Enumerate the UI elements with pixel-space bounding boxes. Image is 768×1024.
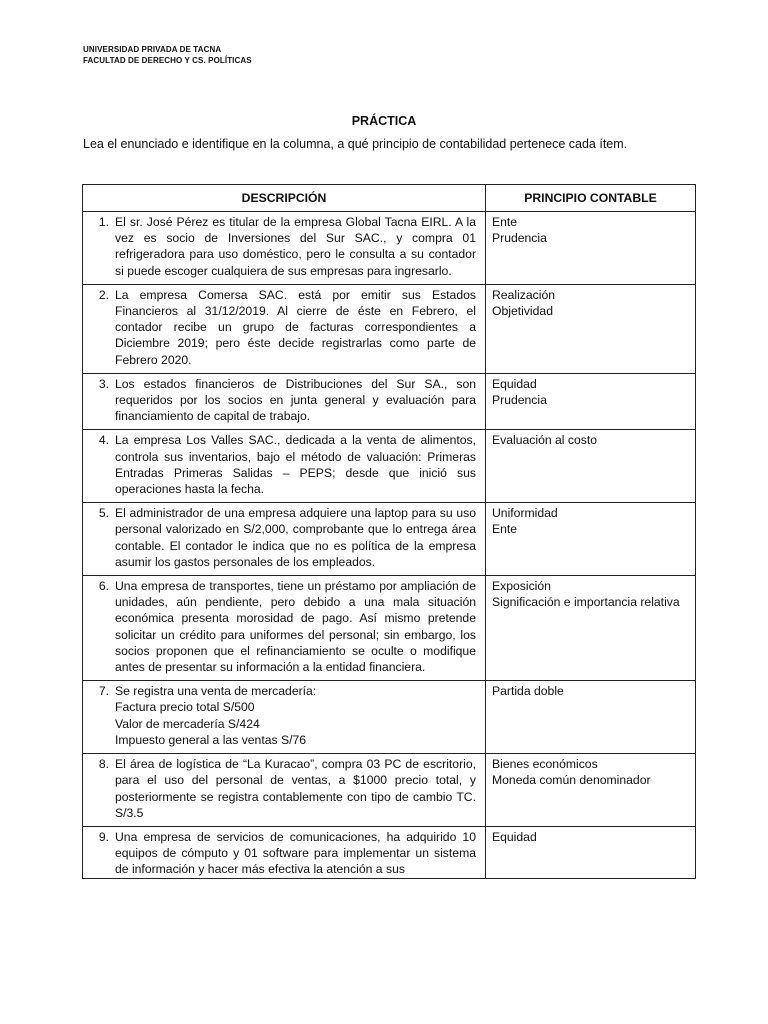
table-row [83, 284, 696, 373]
page-title: PRÁCTICA [351, 114, 417, 128]
item-description: El área de logística de “La Kuracao”, compra 03 PC de escritorio, para el uso del personal de ventas, a $1000 precio total, y posteriormente se registra contablemente con tipo de cambio TC. S/3.5 [115, 757, 476, 820]
university-name: UNIVERSIDAD PRIVADA DE TACNA [83, 45, 222, 54]
table-row [83, 754, 696, 827]
sale-line-value: Valor de mercadería S/424 [115, 716, 260, 731]
table-row [83, 503, 696, 576]
principle-1: Bienes económicos [492, 757, 598, 772]
item-description: El administrador de una empresa adquiere una laptop para su uso personal valorizado en S/2,000, comprobante que lo entrega área contable. El contador le indica que no es política de la empresa asumir los gastos personales de los empleados. [115, 506, 476, 569]
table-row [83, 430, 696, 503]
faculty-name: FACULTAD DE DERECHO Y CS. POLÍTICAS [83, 56, 252, 65]
table-row [83, 373, 696, 430]
item-number: 4. [98, 433, 109, 448]
sale-line-tax: Impuesto general a las ventas S/76 [115, 732, 307, 747]
item-number: 2. [98, 287, 109, 302]
item-description: Una empresa de servicios de comunicaciones, ha adquirido 10 equipos de cómputo y 01 software para implementar un sistema de información y hacer más efectiva la atención a sus [115, 829, 476, 877]
principle-2: Ente [492, 522, 518, 537]
item-number: 3. [98, 376, 109, 391]
principle-2: Moneda común denominador [492, 773, 651, 788]
principle-1: Equidad [492, 376, 537, 391]
instruction-text: Lea el enunciado e identifique en la columna, a qué principio de contabilidad pertenece cada ítem. [83, 137, 628, 151]
table-row [83, 681, 696, 754]
principles-table [82, 184, 696, 879]
item-number: 9. [98, 829, 109, 844]
item-number: 5. [98, 506, 109, 521]
principle-1: Realización [492, 287, 556, 302]
principle-2: Significación e importancia relativa [492, 595, 680, 610]
item-number: 7. [98, 684, 109, 699]
item-number: 6. [98, 579, 109, 594]
document-header [83, 44, 252, 66]
item-number: 1. [98, 215, 109, 229]
item-number: 8. [98, 757, 109, 772]
principle-1: Partida doble [492, 684, 564, 699]
principle-1: Ente [492, 215, 518, 229]
table-row [83, 212, 696, 285]
column-header-principle: PRINCIPIO CONTABLE [486, 185, 696, 212]
principle-1: Uniformidad [492, 506, 558, 521]
item-description: Los estados financieros de Distribuciones del Sur SA., son requeridos por los socios en junta general y evaluación para financiamiento de capital de trabajo. [115, 376, 476, 424]
principle-2: Objetividad [492, 304, 553, 319]
principle-2: Prudencia [492, 231, 547, 246]
sale-line-invoice: Factura precio total S/500 [115, 700, 255, 715]
item-description [115, 683, 476, 748]
item-description: El sr. José Pérez es titular de la empresa Global Tacna EIRL. A la vez es socio de Inversiones del Sur SAC., y compra 01 refrigeradora para uso doméstico, pero le consulta a su contador si puede escoger cualquiera de sus empresas para ingresarlo. [115, 215, 476, 278]
item-description: La empresa Comersa SAC. está por emitir sus Estados Financieros al 31/12/2019. Al cierre de éste en Febrero, el contador recibe un grupo de facturas correspondientes a Diciembre 2019; pero éste decide registrarlas como parte de Febrero 2020. [115, 287, 476, 367]
sale-line: Se registra una venta de mercadería: [115, 684, 317, 699]
column-header-description: DESCRIPCIÓN [83, 185, 486, 212]
principle-1: Equidad [492, 829, 537, 844]
item-description: La empresa Los Valles SAC., dedicada a la venta de alimentos, controla sus inventarios, bajo el método de valuación: Primeras Entradas Primeras Salidas – PEPS; desde que inició sus operaciones hasta la fecha. [115, 433, 476, 497]
principle-1: Exposición [492, 579, 551, 594]
principle-2: Prudencia [492, 393, 547, 408]
principle-1: Evaluación al costo [492, 433, 598, 448]
table-row [83, 576, 696, 681]
item-description: Una empresa de transportes, tiene un préstamo por ampliación de unidades, aún pendiente, pero debido a una mala situación económica presenta morosidad de pago. Así mismo pretende solicitar un crédito para uniformes del personal; sin embargo, los socios proponen que el refinanciamiento se oculte o modifique antes de presentar su información a la entidad financiera. [115, 579, 476, 675]
table-row [83, 826, 696, 878]
table-header-row [83, 185, 696, 212]
